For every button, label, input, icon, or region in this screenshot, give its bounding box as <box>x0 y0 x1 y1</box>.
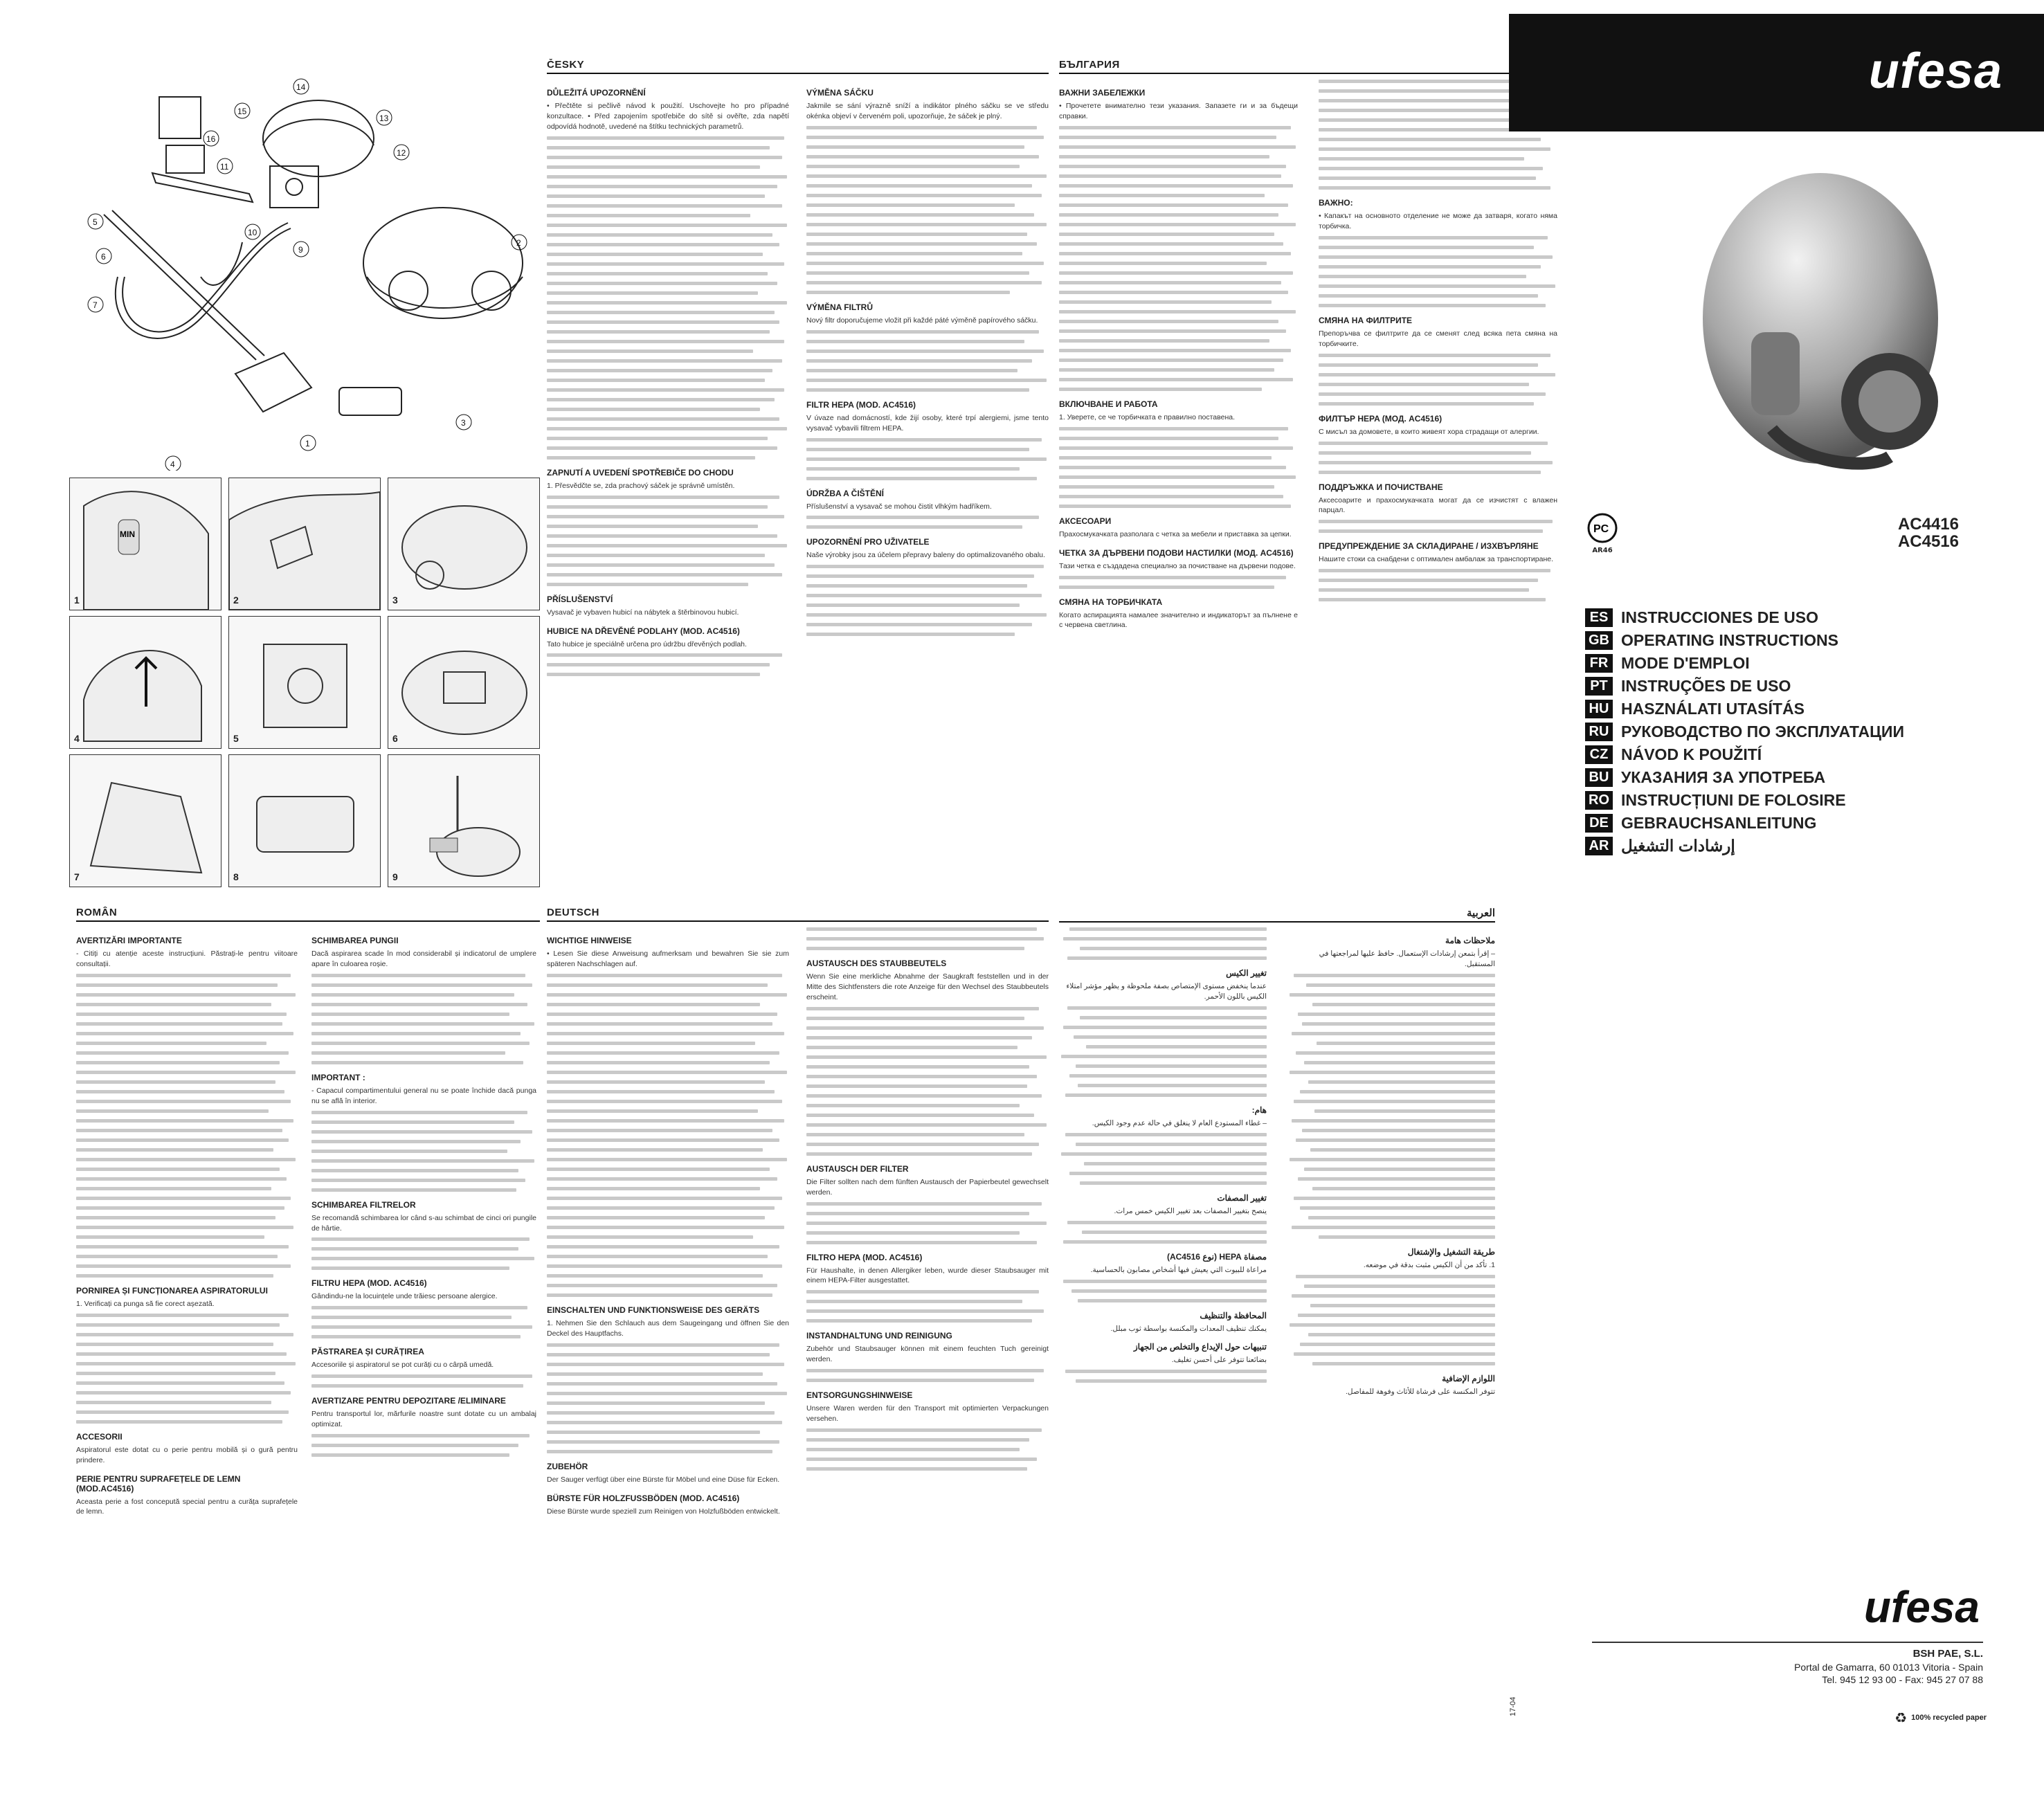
section-text: - Citiți cu atenție aceste instrucțiuni. Păstrați-le pentru viitoare consultații. <box>76 950 298 968</box>
arabic-header: العربية <box>1059 907 1495 923</box>
section-text: • Прочетете внимателно тези указания. Запазете ги и за бъдещи справки. <box>1059 102 1298 120</box>
section-title: DŮLEŽITÁ UPOZORNĚNÍ <box>547 88 646 98</box>
romana-header: ROMÂN <box>76 907 540 922</box>
section-title: ENTSORGUNGSHINWEISE <box>806 1390 913 1401</box>
section-text: Diese Bürste wurde speziell zum Reinigen von Holzfußböden entwickelt. <box>547 1507 780 1516</box>
panel-number: 6 <box>392 733 398 744</box>
section-title: هام: <box>1251 1105 1267 1115</box>
panel-number: 3 <box>392 594 398 606</box>
section-title: UPOZORNĚNÍ PRO UŽIVATELE <box>806 537 930 547</box>
section-title: FILTRO HEPA (MOD. AC4516) <box>806 1252 923 1262</box>
section-title: ПРЕДУПРЕЖДЕНИЕ ЗА СКЛАДИРАНЕ / ИЗХВЪРЛЯНЕ <box>1319 541 1539 552</box>
section-text: – إقرأ بتمعن إرشادات الإستعمال. حافظ عليها لمراجعتها في المستقبل. <box>1319 950 1495 968</box>
section-title: IMPORTANT : <box>311 1072 365 1082</box>
panel-number: 4 <box>74 733 80 744</box>
section-title: INSTANDHALTUNG UND REINIGUNG <box>806 1331 952 1341</box>
section-title: ВАЖНИ ЗАБЕЛЕЖКИ <box>1059 88 1146 98</box>
model-number: AC4416 <box>1897 515 1959 534</box>
language-row: RU РУКОВОДСТВО ПО ЭКСПЛУАТАЦИИ <box>1585 722 2000 742</box>
section-text: Когато аспирацията намалее значително и индикаторът за пълнене е с червена светлина. <box>1059 610 1298 630</box>
section-title: طريقة التشغيل والإشتغال <box>1407 1246 1495 1257</box>
section-text: Jakmile se sání výrazně sníží a indikátor plného sáčku se ve středu okénka objeví v červeném poli, upozorňuje, že sáček je plný. <box>806 102 1049 120</box>
svg-text:1: 1 <box>305 439 310 448</box>
section-text: ينصح بتغيير المصفات بعد تغيير الكيس خمس مرات. <box>1114 1206 1267 1215</box>
section-text: • Lesen Sie diese Anweisung aufmerksam und bewahren Sie sie zum späteren Nachschlagen auf. <box>547 950 789 968</box>
panel-3 <box>388 478 540 610</box>
main-illustration <box>76 69 533 471</box>
panel-2 <box>228 478 381 610</box>
section-text: Naše výrobky jsou za účelem přepravy baleny do optimalizovaného obalu. <box>806 551 1045 560</box>
language-row: AR إرشادات التشغيل <box>1585 836 2000 856</box>
panel-5 <box>228 616 381 749</box>
section-text: Gândindu-ne la locuințele unde trăiesc persoane alergice. <box>311 1292 498 1301</box>
section-text: Zubehör und Staubsauger können mit einem feuchten Tuch gereinigt werden. <box>806 1345 1049 1364</box>
section-title: ACCESORII <box>76 1431 123 1442</box>
company-info <box>1696 1647 1983 1686</box>
arabic-column <box>1059 907 1495 1716</box>
section-title: ФИЛТЪР HEPA (МОД. AC4516) <box>1319 413 1442 424</box>
panel-number: 7 <box>74 871 80 882</box>
section-text: Прахосмукачката разполага с четка за мебели и приставка за цепки. <box>1059 529 1292 538</box>
section-text: Aceasta perie a fost concepută special pentru a curăța suprafețele de lemn. <box>76 1497 298 1516</box>
pct-certification-icon <box>1586 512 1618 544</box>
section-title: EINSCHALTEN UND FUNKTIONSWEISE DES GERÄTS <box>547 1305 760 1315</box>
section-title: المحافظة والتنظيف <box>1200 1310 1267 1320</box>
section-title: СМЯНА НА ТОРБИЧКАТА <box>1059 597 1163 607</box>
section-text: 1. تأكد من أن الكيس مثبت بدقة في موضعه. <box>1363 1260 1495 1269</box>
model-numbers <box>1820 516 1959 550</box>
panel-7 <box>69 754 221 887</box>
section-text: 1. Verificați ca punga să fie corect așezată. <box>76 1299 215 1308</box>
company-address: Portal de Gamarra, 60 01013 Vitoria - Spain <box>1794 1661 1983 1673</box>
romana-column <box>76 907 540 1716</box>
svg-text:12: 12 <box>397 148 406 158</box>
section-text: بضائعنا تتوفر على أحسن تغليف. <box>1171 1356 1267 1365</box>
section-title: ملاحظات هامة <box>1445 936 1495 945</box>
panel-number: 8 <box>233 871 239 882</box>
svg-text:3: 3 <box>461 418 466 428</box>
language-row: PT INSTRUÇÕES DE USO <box>1585 676 2000 696</box>
cesky-header: ČESKY <box>547 59 1049 74</box>
bulgarian-column <box>1059 59 1571 886</box>
section-text: Nový filtr doporučujeme vložit při každé páté výměně papírového sáčku. <box>806 316 1038 325</box>
section-text: Der Sauger verfügt über eine Bürste für Möbel und eine Düse für Ecken. <box>547 1475 780 1484</box>
section-text: - Capacul compartimentului general nu se poate închide dacă punga nu se află în interior. <box>311 1086 536 1105</box>
section-title: ЧЕТКА ЗА ДЪРВЕНИ ПОДОВИ НАСТИЛКИ (МОД. AC4516) <box>1059 547 1294 558</box>
panel-4 <box>69 616 221 749</box>
cert-code: AR46 <box>1592 547 1613 554</box>
section-title: FILTR HEPA (MOD. AC4516) <box>806 399 916 410</box>
panel-number: 2 <box>233 594 239 606</box>
section-text: عندما ينخفض مستوى الإمتصاص بصفة ملحوظة و يظهر مؤشر امتلاء الكيس باللون الأحمر. <box>1066 982 1267 1001</box>
section-text: تتوفر المكنسة على فرشاة للأثاث وفوهة للمفاصل. <box>1346 1387 1495 1396</box>
section-text: مراعاة للبيوت التي يعيش فيها أشخاص مصابون بالحساسية. <box>1090 1265 1267 1274</box>
cert-mark <box>1585 512 1620 554</box>
section-title: FILTRU HEPA (MOD. AC4516) <box>311 1278 427 1289</box>
cesky-column <box>547 59 1049 886</box>
panel-8 <box>228 754 381 887</box>
section-text: Vysavač je vybaven hubicí na nábytek a štěrbinovou hubicí. <box>547 608 739 617</box>
section-title: HUBICE NA DŘEVĚNÉ PODLAHY (MOD. AC4516) <box>547 626 740 636</box>
section-text: Accesoriile și aspiratorul se pot curăți cu o cârpă umedă. <box>311 1361 494 1370</box>
section-text: • Přečtěte si pečlivě návod k použití. Uschovejte ho pro případné konzultace. • Před zapojením spotřebiče do sítě si ověřte, zda napětí odpovídá hodnotě, uvedené na štítku technických parametrů. <box>547 102 789 131</box>
section-title: PERIE PENTRU SUPRAFEȚELE DE LEMN (MOD.AC4516) <box>76 1473 241 1493</box>
product-photo <box>1661 138 1952 491</box>
ufesa-footer-logo: ufesa <box>1863 1582 1980 1632</box>
deutsch-header: DEUTSCH <box>547 907 1049 922</box>
language-row: DE GEBRAUCHSANLEITUNG <box>1585 813 2000 833</box>
section-title: AVERTIZĂRI IMPORTANTE <box>76 936 182 945</box>
section-text: Pentru transportul lor, mărfurile noastre sunt dotate cu un ambalaj optimizat. <box>311 1410 536 1429</box>
panel-number: 5 <box>233 733 239 744</box>
section-text: Die Filter sollten nach dem fünften Austausch der Papierbeutel gewechselt werden. <box>806 1177 1049 1197</box>
footer-logo <box>1772 1581 1980 1633</box>
section-title: SCHIMBAREA FILTRELOR <box>311 1199 416 1210</box>
panel-number: 9 <box>392 871 398 882</box>
section-title: مصفاة HEPA (نوع AC4516) <box>1166 1251 1267 1262</box>
recycled-text: 100% recycled paper <box>1911 1714 1987 1722</box>
svg-text:4: 4 <box>170 460 175 469</box>
svg-text:7: 7 <box>93 300 98 310</box>
svg-text:9: 9 <box>298 245 303 255</box>
section-title: ВАЖНО: <box>1319 198 1353 208</box>
language-row: GB OPERATING INSTRUCTIONS <box>1585 630 2000 651</box>
language-row: BU УКАЗАНИЯ ЗА УПОТРЕБА <box>1585 768 2000 788</box>
section-text: 1. Уверете, се че торбичката е правилно поставена. <box>1059 412 1235 421</box>
section-title: PŘÍSLUŠENSTVÍ <box>547 594 613 604</box>
panel-1 <box>69 478 221 610</box>
recycled-badge <box>1807 1709 1987 1726</box>
section-text: Тази четка е създадена специално за почистване на дървени подове. <box>1059 561 1296 570</box>
language-row: CZ NÁVOD K POUŽITÍ <box>1585 745 2000 765</box>
section-text: • Капакът на основното отделение не може да затваря, когато няма торбичка. <box>1319 212 1557 230</box>
section-title: تغيير المصفات <box>1217 1192 1267 1203</box>
section-title: PORNIREA ȘI FUNCȚIONAREA ASPIRATORULUI <box>76 1285 268 1296</box>
section-text: – غطاء المستودع العام لا ينغلق في حالة عدم وجود الكيس. <box>1092 1118 1267 1127</box>
section-title: AVERTIZARE PENTRU DEPOZITARE /ELIMINARE <box>311 1396 506 1406</box>
svg-text:PC: PC <box>1593 523 1609 535</box>
section-title: PĂSTRAREA ȘI CURĂȚIREA <box>311 1347 424 1357</box>
svg-text:11: 11 <box>220 162 229 172</box>
section-text: Unsere Waren werden für den Transport mit optimierten Verpackungen versehen. <box>806 1404 1049 1424</box>
svg-text:5: 5 <box>93 217 98 227</box>
section-title: اللوازم الإضافية <box>1442 1373 1495 1383</box>
edition-code: 17-04 <box>1509 1696 1517 1716</box>
section-title: ZAPNUTÍ A UVEDENÍ SPOTŘEBIČE DO CHODU <box>547 467 734 478</box>
vacuum-exploded-diagram <box>76 69 533 471</box>
section-title: ПОДДРЪЖКА И ПОЧИСТВАНЕ <box>1319 482 1443 492</box>
svg-text:2: 2 <box>516 238 521 248</box>
section-text: Аксесоарите и прахосмукачката могат да се изчистят с влажен парцал. <box>1319 496 1557 515</box>
section-text: Für Haushalte, in denen Allergiker leben, wurde dieser Staubsauger mit einem HEPA-Filter ausgestattet. <box>806 1266 1049 1285</box>
section-title: СМЯНА НА ФИЛТРИТЕ <box>1319 315 1413 325</box>
language-row: RO INSTRUCȚIUNI DE FOLOSIRE <box>1585 790 2000 810</box>
section-title: VÝMĚNA FILTRŮ <box>806 302 873 312</box>
callout-15: 15 <box>237 107 247 116</box>
language-list <box>1585 608 2000 859</box>
section-text: Препоръчва се филтрите да се сменят след всяка пета смяна на торбичките. <box>1319 329 1557 348</box>
section-title: AUSTAUSCH DES STAUBBEUTELS <box>806 959 947 968</box>
section-title: ВКЛЮЧВАНЕ И РАБОТА <box>1059 399 1158 409</box>
ufesa-logo: ufesa <box>1868 44 2002 99</box>
language-row: ES INSTRUCCIONES DE USO <box>1585 608 2000 628</box>
company-phone: Tel. 945 12 93 00 - Fax: 945 27 07 88 <box>1822 1673 1983 1685</box>
svg-text:13: 13 <box>379 113 389 123</box>
recycle-icon: ♻ <box>1894 1709 1908 1726</box>
panel-9 <box>388 754 540 887</box>
model-number: AC4516 <box>1897 532 1959 552</box>
section-text: Příslušenství a vysavač se mohou čistit vlhkým hadříkem. <box>806 502 992 511</box>
brand-band <box>1509 14 2044 131</box>
bulgarian-header: БЪЛГАРИЯ <box>1059 59 1571 74</box>
deutsch-column <box>547 907 1049 1716</box>
svg-text:10: 10 <box>248 228 257 237</box>
svg-text:14: 14 <box>296 82 306 92</box>
section-text: V úvaze nad domácností, kde žijí osoby, které trpí alergiemi, jsme tento vysavač vybavili filtrem HEPA. <box>806 413 1049 433</box>
svg-text:6: 6 <box>101 252 106 262</box>
section-text: Dacă aspirarea scade în mod considerabil și indicatorul de umplere apare în culoarea roșie. <box>311 950 536 968</box>
section-text: Tato hubice je speciálně určena pro údržbu dřevěných podlah. <box>547 639 747 648</box>
section-text: Wenn Sie eine merkliche Abnahme der Saugkraft feststellen und in der Mitte des Sichtfensters die rote Anzeige für den Wechsel des Staubbeutels erscheint. <box>806 972 1049 1001</box>
section-text: 1. Přesvědčte se, zda prachový sáček je správně umístěn. <box>547 481 735 490</box>
section-text: يمكنك تنظيف المعدات والمكنسة بواسطة ثوب مبلل. <box>1110 1324 1267 1333</box>
section-title: SCHIMBAREA PUNGII <box>311 936 399 945</box>
section-text: Нашите стоки са снабдени с оптимален амбалаж за транспортиране. <box>1319 555 1554 564</box>
section-text: Aspiratorul este dotat cu o perie pentru mobilă și o gură pentru prindere. <box>76 1445 298 1464</box>
section-title: WICHTIGE HINWEISE <box>547 936 632 945</box>
section-title: АКСЕСОАРИ <box>1059 516 1112 526</box>
section-title: AUSTAUSCH DER FILTER <box>806 1163 909 1174</box>
section-text: С мисъл за домовете, в които живеят хора страдащи от алергии. <box>1319 427 1539 436</box>
section-title: ZUBEHÖR <box>547 1461 588 1471</box>
section-text: 1. Nehmen Sie den Schlauch aus dem Saugeingang und öffnen Sie den Deckel des Hauptfachs. <box>547 1318 789 1338</box>
min-label: MIN <box>120 529 135 539</box>
panel-6 <box>388 616 540 749</box>
panel-number: 1 <box>74 594 80 606</box>
section-title: تغيير الكيس <box>1226 968 1267 978</box>
language-row: HU HASZNÁLATI UTASÍTÁS <box>1585 699 2000 719</box>
section-title: BÜRSTE FÜR HOLZFUSSBÖDEN (MOD. AC4516) <box>547 1493 740 1503</box>
language-row: FR MODE D'EMPLOI <box>1585 653 2000 673</box>
section-title: تنبيهات حول الإيداع والتخلص من الجهاز <box>1133 1342 1267 1352</box>
instruction-panels <box>69 478 540 886</box>
section-title: ÚDRŽBA A ČIŠTĚNÍ <box>806 488 884 498</box>
svg-text:16: 16 <box>206 134 216 144</box>
section-title: VÝMĚNA SÁČKU <box>806 88 874 98</box>
section-text: Se recomandă schimbarea lor când s-au schimbat de cinci ori pungile de hârtie. <box>311 1213 536 1233</box>
footer-divider <box>1592 1642 1983 1643</box>
company-name: BSH PAE, S.L. <box>1912 1648 1983 1660</box>
